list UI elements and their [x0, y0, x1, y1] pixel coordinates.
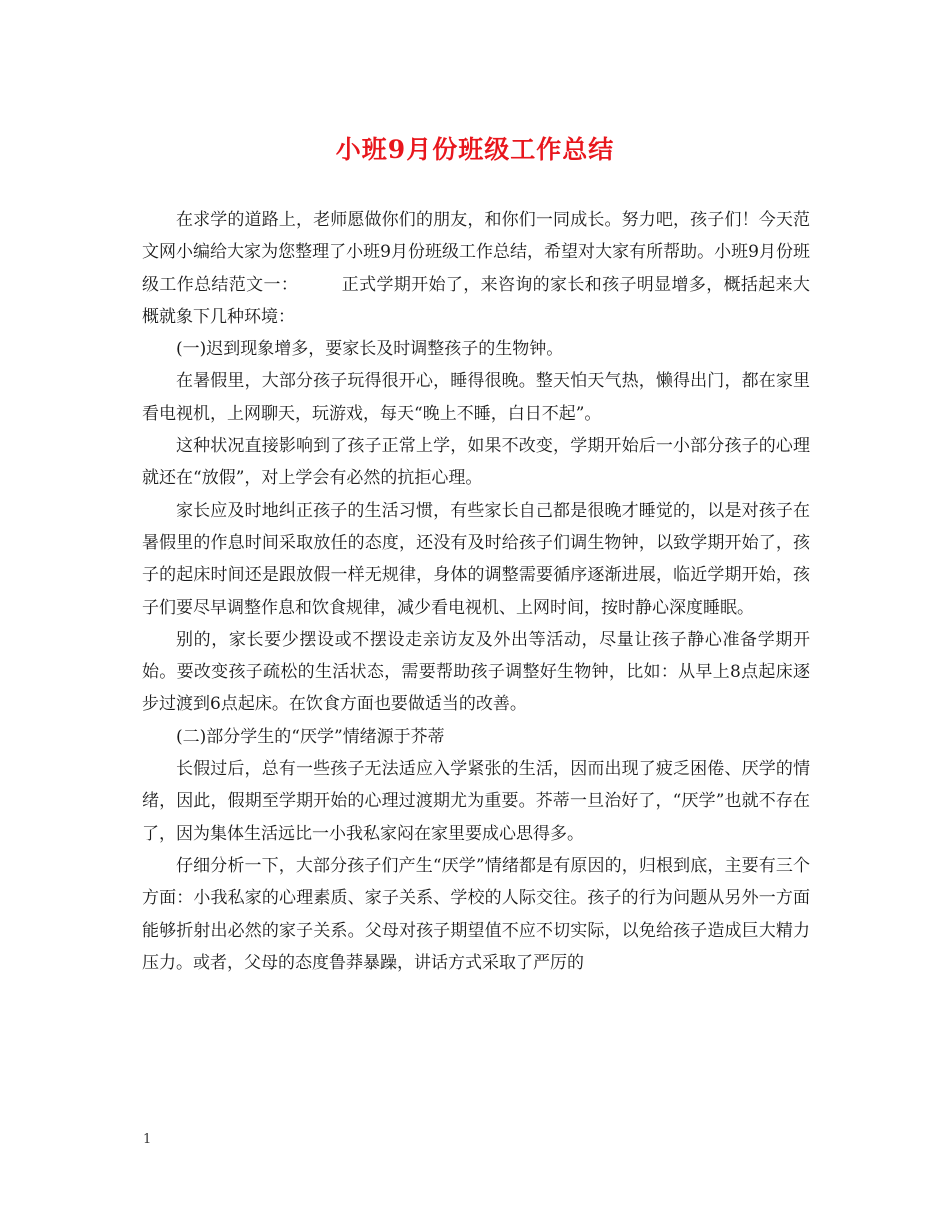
document-title: 小班9月份班级工作总结 — [335, 135, 615, 164]
paragraph: 别的，家长要少摆设或不摆设走亲访友及外出等活动，尽量让孩子静心准备学期开始。要改变孩子疏松的生活状态，需要帮助孩子调整好生物钟，比如：从早上8点起床逐步过渡到6点起床。在饮食方面也要做适当的改善。 — [142, 629, 810, 715]
paragraph: 在暑假里，大部分孩子玩得很开心，睡得很晚。整天怕天气热，懒得出门，都在家里看电视机，上网聊天，玩游戏，每天“晚上不睡，白日不起”。 — [142, 371, 810, 424]
page-number: 1 — [143, 1132, 152, 1147]
paragraph-intro: 在求学的道路上，老师愿做你们的朋友，和你们一同成长。努力吧，孩子们！今天范文网小编给大家为您整理了小班9月份班级工作总结，希望对大家有所帮助。小班9月份班级工作总结范文一： 正式学期开始了，来咨询的家长和孩子明显增多，概括起来大概就象下几种环境： — [142, 210, 810, 327]
paragraph-heading-one: (一)迟到现象增多，要家长及时调整孩子的生物钟。 — [176, 339, 564, 360]
paragraph: 长假过后，总有一些孩子无法适应入学紧张的生活，因而出现了疲乏困倦、厌学的情绪，因此，假期至学期开始的心理过渡期尤为重要。芥蒂一旦治好了，“厌学”也就不存在了，因为集体生活远比一小我私家闷在家里要成心思得多。 — [142, 759, 810, 844]
paragraph: 这种状况直接影响到了孩子正常上学，如果不改变，学期开始后一小部分孩子的心理就还在“放假”，对上学会有必然的抗拒心理。 — [142, 436, 810, 489]
paragraph: 家长应及时地纠正孩子的生活习惯，有些家长自己都是很晚才睡觉的，以是对孩子在暑假里的作息时间采取放任的态度，还没有及时给孩子们调生物钟，以致学期开始了，孩子的起床时间还是跟放假一样无规律，身体的调整需要循序逐渐进展，临近学期开始，孩子们要尽早调整作息和饮食规律，减少看电视机、上网时间，按时静心深度睡眠。 — [142, 500, 810, 618]
paragraph-heading-two: (二)部分学生的“厌学”情绪源于芥蒂 — [176, 726, 445, 747]
document-body — [142, 204, 810, 979]
paragraph: 仔细分析一下，大部分孩子们产生“厌学”情绪都是有原因的，归根到底，主要有三个方面：小我私家的心理素质、家子关系、学校的人际交往。孩子的行为问题从另外一方面能够折射出必然的家子关系。父母对孩子期望值不应不切实际，以免给孩子造成巨大精力压力。或者，父母的态度鲁莽暴躁，讲话方式采取了严厉的 — [142, 855, 810, 973]
